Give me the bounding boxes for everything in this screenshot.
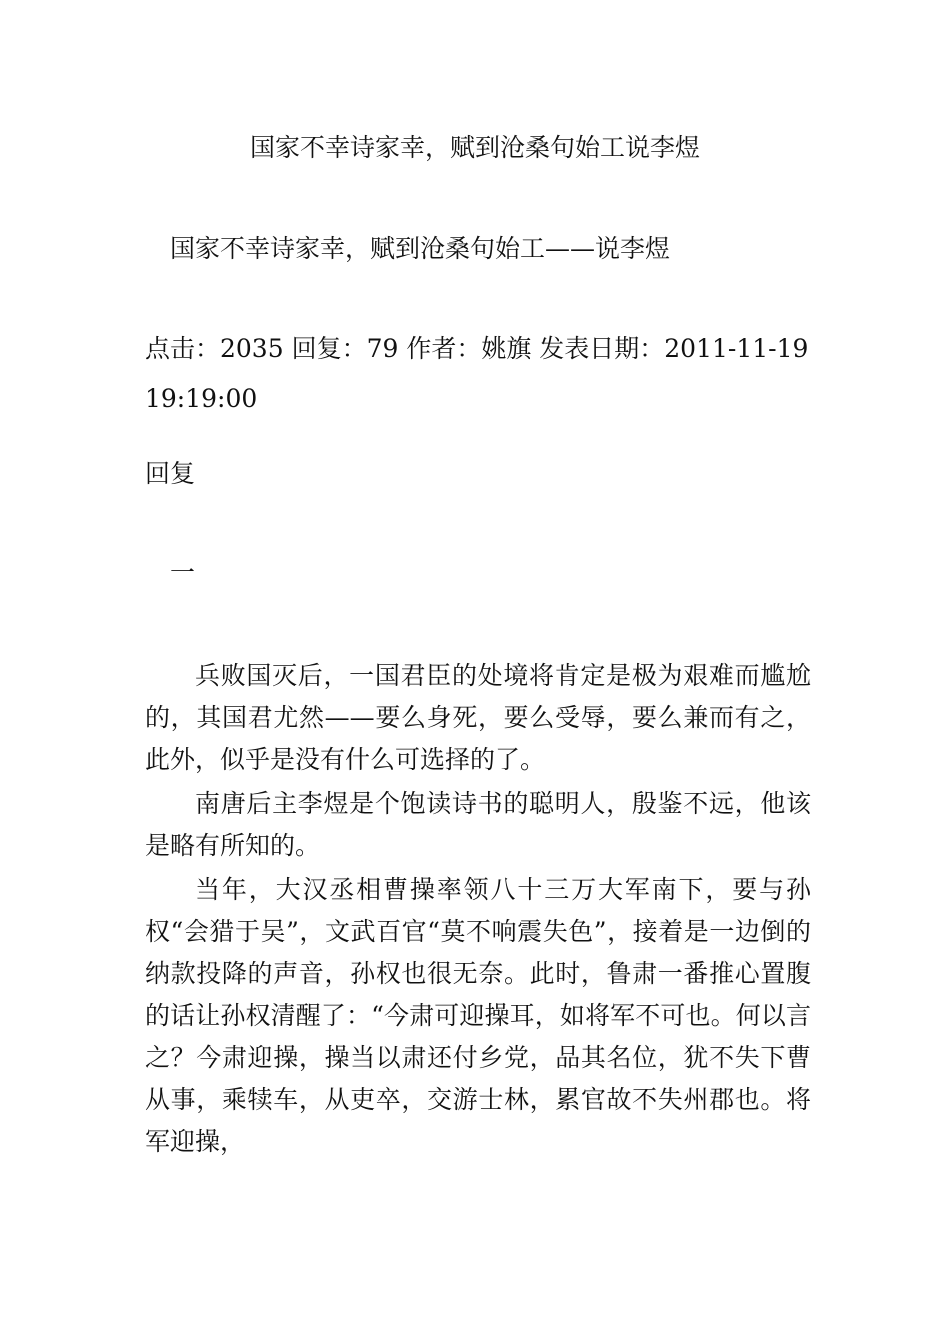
section-number: 一 bbox=[170, 558, 196, 587]
post-meta-line: 点击：2035 回复：79 作者：姚旗 发表日期：2011-11-19 bbox=[145, 334, 809, 363]
post-meta-time: 19:19:00 bbox=[145, 384, 258, 413]
reply-label: 回复 bbox=[145, 459, 196, 488]
paragraph: 兵败国灭后，一国君臣的处境将肯定是极为艰难而尴尬的，其国君尤然——要么身死，要么受辱，要么兼而有之，此外，似乎是没有什么可选择的了。 bbox=[145, 661, 811, 774]
document-title: 国家不幸诗家幸，赋到沧桑句始工说李煜 bbox=[249, 133, 700, 162]
paragraph: 当年，大汉丞相曹操率领八十三万大军南下，要与孙权“会猎于吴”，文武百官“莫不响震失色”，接着是一边倒的纳款投降的声音，孙权也很无奈。此时，鲁肃一番推心置腹的话让孙权清醒了：“今肃可迎操耳，如将军不可也。何以言之？今肃迎操，操当以肃还付乡党，品其名位，犹不失下曹从事，乘犊车，从吏卒，交游士林，累官故不失州郡也。将军迎操， bbox=[145, 875, 811, 1156]
document-subtitle: 国家不幸诗家幸，赋到沧桑句始工——说李煜 bbox=[170, 234, 671, 263]
paragraph: 南唐后主李煜是个饱读诗书的聪明人，殷鉴不远，他该是略有所知的。 bbox=[145, 789, 811, 860]
article-body bbox=[145, 655, 811, 1165]
